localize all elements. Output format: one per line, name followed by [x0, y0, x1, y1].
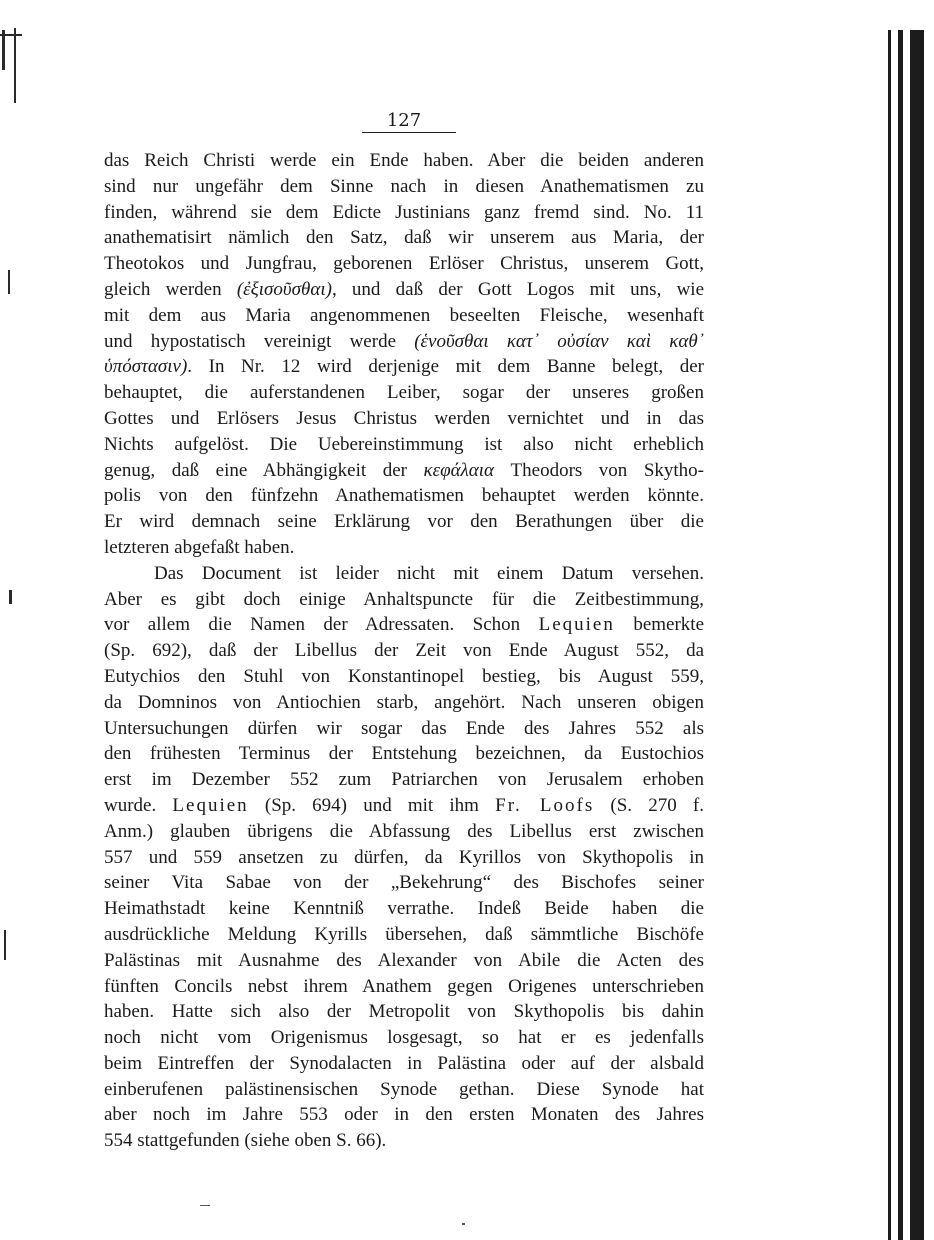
- paragraph-start-line: Das Document ist leider nicht mit einem Datum versehen.: [154, 562, 704, 584]
- text-line: noch nicht vom Origenismus losgesagt, so hat er es jedenfalls: [104, 1027, 704, 1049]
- page-number: 127: [386, 110, 422, 131]
- scan-smudge: [200, 1205, 210, 1206]
- page-number-rule: [362, 132, 456, 133]
- text-line: mit dem aus Maria angenommenen beseelten Fleische, wesenhaft: [104, 304, 704, 326]
- text-line: Heimathstadt keine Kenntniß verrathe. Indeß Beide haben die: [104, 898, 704, 920]
- text-line: seiner Vita Sabae von der „Bekehrung“ des Bischofes seiner: [104, 872, 704, 894]
- text-line: letzteren abgefaßt haben.: [104, 536, 295, 558]
- text-line: finden, während sie dem Edicte Justinians ganz fremd sind. No. 11: [104, 201, 704, 223]
- author-name: Lequien: [172, 794, 249, 816]
- text-line: Nichts aufgelöst. Die Uebereinstimmung ist also nicht erheblich: [104, 433, 704, 455]
- text-line: 554 stattgefunden (siehe oben S. 66).: [104, 1130, 387, 1152]
- greek-term: κεφάλαια: [423, 459, 495, 481]
- text-line: behauptet, die auferstandenen Leiber, sogar der unseres großen: [104, 382, 704, 404]
- text-line: Theotokos und Jungfrau, geborenen Erlöser Christus, unserem Gott,: [104, 253, 704, 275]
- text-line: das Reich Christi werde ein Ende haben. Aber die beiden anderen: [104, 150, 704, 171]
- text-line: ausdrückliche Meldung Kyrills übersehen, daß sämmtliche Bischöfe: [104, 923, 704, 945]
- text-line: vor allem die Namen der Adressaten. Schon Lequien bemerkte: [104, 614, 704, 636]
- scan-edge-right: [884, 0, 934, 1240]
- scan-edge-left: [0, 0, 30, 1240]
- text-line: Aber es gibt doch einige Anhaltspuncte für die Zeitbestimmung,: [104, 588, 704, 610]
- text-line: anathematisirt nämlich den Satz, daß wir unserem aus Maria, der: [104, 227, 704, 249]
- text-line: da Domninos von Antiochien starb, angehört. Nach unseren obigen: [104, 691, 704, 713]
- text-line: (Sp. 692), daß der Libellus der Zeit von Ende August 552, da: [104, 640, 704, 662]
- text-line: ὑπόστασιν). In Nr. 12 wird derjenige mit dem Banne belegt, der: [104, 356, 704, 378]
- text-line: Anm.) glauben übrigens die Abfassung des Libellus erst zwischen: [104, 820, 704, 842]
- text-line: Gottes und Erlösers Jesus Christus werden vernichtet und in das: [104, 407, 704, 429]
- text-line: und hypostatisch vereinigt werde (ἑνοῦσθαι κατ᾽ οὐσίαν καὶ καθ᾽: [104, 330, 704, 352]
- text-line: Palästinas mit Ausnahme des Alexander von Abile die Acten des: [104, 949, 704, 971]
- body-text: [104, 148, 704, 1154]
- text-line: polis von den fünfzehn Anathematismen behauptet werden könnte.: [104, 485, 704, 507]
- text-line: Er wird demnach seine Erklärung vor den Berathungen über die: [104, 511, 704, 533]
- greek-term: ὑπόστασιν): [104, 356, 188, 378]
- text-line: genug, daß eine Abhängigkeit der κεφάλαια Theodors von Skytho-: [104, 459, 704, 481]
- text-line: Eutychios den Stuhl von Konstantinopel bestieg, bis August 559,: [104, 665, 704, 687]
- greek-term: (ἐξισοῦσθαι): [236, 278, 332, 300]
- text-line: wurde. Lequien (Sp. 694) und mit ihm Fr. Loofs (S. 270 f.: [104, 794, 704, 816]
- text-line: aber noch im Jahre 553 oder in den ersten Monaten des Jahres: [104, 1104, 704, 1126]
- text-line: den frühesten Terminus der Entstehung bezeichnen, da Eustochios: [104, 743, 704, 765]
- text-line: fünften Concils nebst ihrem Anathem gegen Origenes unterschrieben: [104, 975, 704, 997]
- text-line: einberufenen palästinensischen Synode gethan. Diese Synode hat: [104, 1078, 704, 1100]
- greek-term: (ἑνοῦσθαι κατ᾽ οὐσίαν καὶ καθ᾽: [414, 330, 704, 352]
- text-line: Untersuchungen dürfen wir sogar das Ende des Jahres 552 als: [104, 717, 704, 739]
- text-line: gleich werden (ἐξισοῦσθαι), und daß der Gott Logos mit uns, wie: [104, 278, 704, 300]
- text-line: sind nur ungefähr dem Sinne nach in diesen Anathematismen zu: [104, 175, 704, 197]
- text-line: erst im Dezember 552 zum Patriarchen von Jerusalem erhoben: [104, 769, 704, 791]
- author-name: Lequien: [538, 614, 615, 636]
- author-name: Fr. Loofs: [495, 794, 595, 816]
- text-line: 557 und 559 ansetzen zu dürfen, da Kyrillos von Skythopolis in: [104, 846, 704, 868]
- scan-smudge: [462, 1223, 465, 1225]
- text-line: beim Eintreffen der Synodalacten in Palästina oder auf der alsbald: [104, 1052, 704, 1074]
- text-line: haben. Hatte sich also der Metropolit von Skythopolis bis dahin: [104, 1001, 704, 1023]
